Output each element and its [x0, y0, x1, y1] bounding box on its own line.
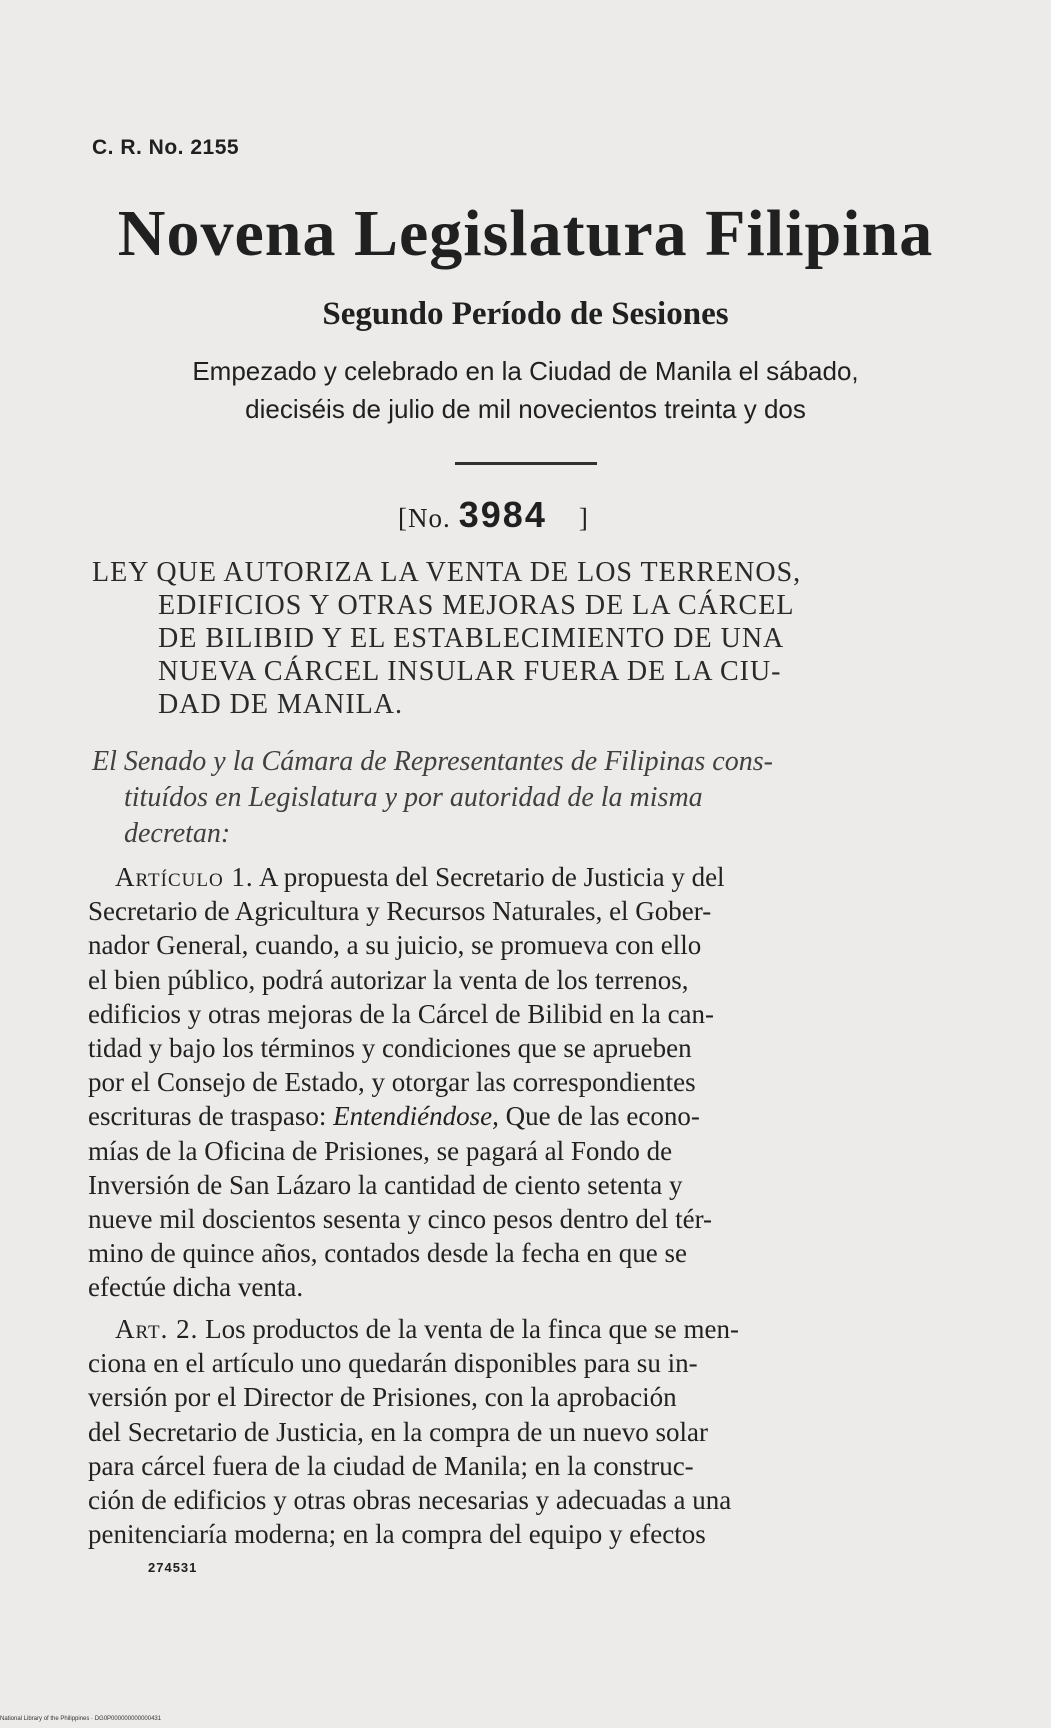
law-number-value: 3984 — [458, 494, 547, 535]
article-2-first-line — [88, 1312, 940, 1346]
article-1-line: edificios y otras mejoras de la Cárcel de Bilibid en la can- — [88, 998, 715, 1029]
scan-credit: National Library of the Philippines · DG0P000000000000431 — [0, 1716, 162, 1722]
law-number — [398, 494, 589, 536]
session-subtitle: Segundo Período de Sesiones — [322, 296, 729, 332]
article-1-line: Secretario de Agricultura y Recursos Naturales, el Gober- — [88, 896, 712, 927]
law-title — [92, 556, 932, 721]
article-2-line: ciona en el artículo uno quedarán disponibles para su in- — [88, 1348, 698, 1379]
enacting-clause-line: El Senado y la Cámara de Representantes de Filipinas cons- — [92, 746, 773, 777]
article-2-line: ción de edificios y otras obras necesarias y adecuadas a una — [88, 1485, 732, 1516]
article-2-line: del Secretario de Justicia, en la compra de un nuevo solar — [88, 1416, 709, 1447]
law-title-line: DAD DE MANILA. — [158, 689, 403, 720]
law-number-prefix: [No. — [398, 503, 451, 533]
article-1-line: mino de quince años, contados desde la fecha en que se — [88, 1238, 688, 1269]
article-1 — [88, 860, 940, 1305]
print-code: 274531 — [148, 1560, 198, 1575]
law-title-line: NUEVA CÁRCEL INSULAR FUERA DE LA CIU- — [158, 656, 782, 687]
proviso-italic: Entendiéndose, — [333, 1101, 499, 1132]
session-date-line-1: Empezado y celebrado en la Ciudad de Manila el sábado, — [192, 356, 859, 386]
article-2 — [88, 1312, 940, 1551]
article-1-line: mías de la Oficina de Prisiones, se pagará al Fondo de — [88, 1135, 673, 1166]
article-1-line: Inversión de San Lázaro la cantidad de ciento setenta y — [88, 1169, 683, 1200]
law-title-line: EDIFICIOS Y OTRAS MEJORAS DE LA CÁRCEL — [158, 590, 795, 621]
article-1-first-line-text: A propuesta del Secretario de Justicia y del — [253, 862, 725, 892]
law-title-line: DE BILIBID Y EL ESTABLECIMIENTO DE UNA — [158, 623, 785, 654]
article-2-line: versión por el Director de Prisiones, con la aprobación — [88, 1382, 677, 1413]
article-1-line: nueve mil doscientos sesenta y cinco pesos dentro del tér- — [88, 1204, 713, 1235]
separator-rule — [455, 462, 597, 465]
enacting-clause-line: tituídos en Legislatura y por autoridad de la misma — [124, 782, 703, 813]
law-number-suffix: ] — [578, 503, 589, 533]
law-title-line: LEY QUE AUTORIZA LA VENTA DE LOS TERRENOS, — [92, 557, 802, 588]
proviso-lead: escrituras de traspaso: — [88, 1101, 334, 1132]
enacting-clause-line: decretan: — [124, 818, 231, 849]
proviso-rest: Que de las econo- — [498, 1101, 700, 1132]
article-2-line: penitenciaría moderna; en la compra del equipo y efectos — [88, 1519, 706, 1550]
article-1-label: Artículo 1. — [115, 862, 254, 892]
article-1-first-line — [88, 860, 940, 894]
article-1-line: tidad y bajo los términos y condiciones que se aprueben — [88, 1033, 692, 1064]
session-date-line-2: dieciséis de julio de mil novecientos treinta y dos — [245, 394, 806, 424]
article-1-line: nador General, cuando, a su juicio, se promueva con ello — [88, 930, 702, 961]
article-2-first-line-text: Los productos de la venta de la finca que se men- — [198, 1314, 739, 1344]
article-1-line: por el Consejo de Estado, y otorgar las correspondientes — [88, 1067, 696, 1098]
article-2-line: para cárcel fuera de la ciudad de Manila; en la construc- — [88, 1450, 694, 1481]
article-1-proviso-line — [88, 1099, 940, 1133]
legislature-title: Novena Legislatura Filipina — [117, 197, 934, 270]
cr-number: C. R. No. 2155 — [92, 136, 240, 159]
article-2-label: Art. 2. — [115, 1314, 199, 1344]
article-1-line: el bien público, podrá autorizar la venta de los terrenos, — [88, 964, 689, 995]
article-1-line: efectúe dicha venta. — [88, 1272, 304, 1303]
enacting-clause — [92, 744, 934, 852]
